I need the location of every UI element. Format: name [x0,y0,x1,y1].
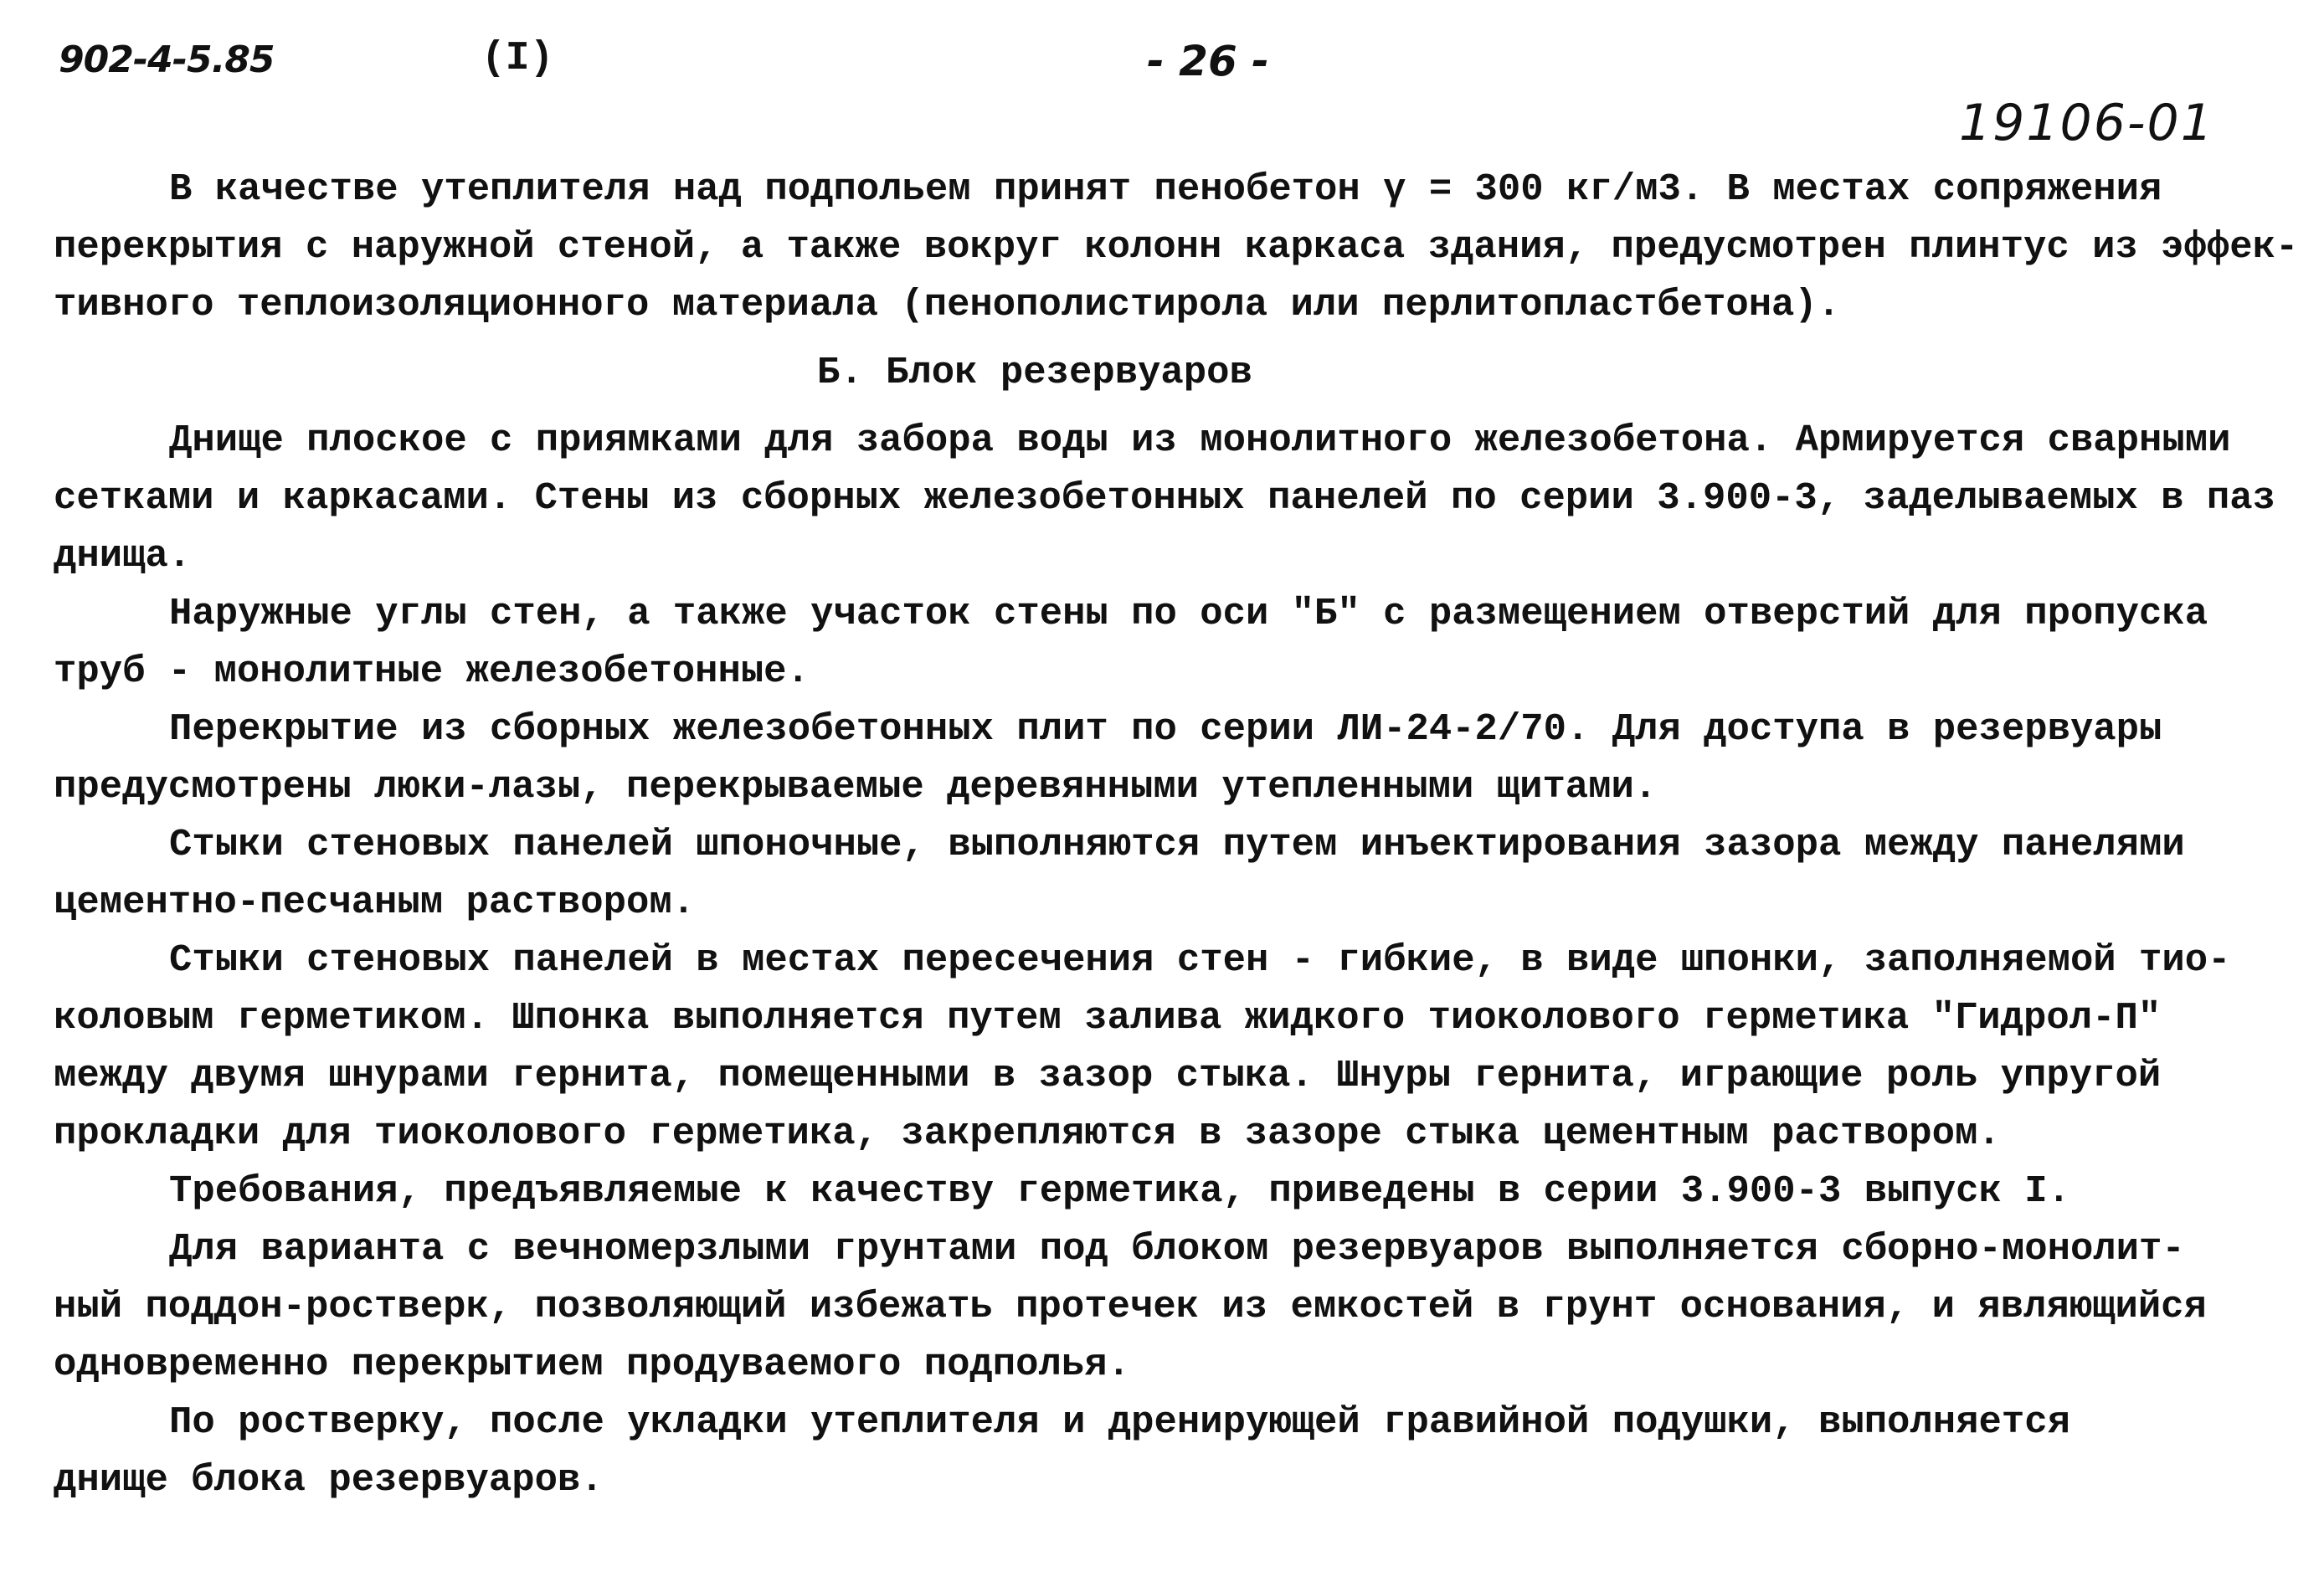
document-code: 902-4-5.85 [59,39,275,81]
text-line: По ростверку, после укладки утеплителя и дренирующей гравийной подушки, выполняется [169,1400,2070,1444]
paragraph-permafrost [54,1220,2306,1394]
text-line: предусмотрены люки-лазы, перекрываемые деревянными утепленными щитами. [54,765,1658,809]
text-line: В качестве утеплителя над подпольем принят пенобетон γ = 300 кг/м3. В местах сопряжения [169,167,2162,211]
text-line: Днище плоское с приямками для забора воды из монолитного железобетона. Армируется сварными [169,419,2231,462]
part-number: (I) [481,36,554,81]
text-line: между двумя шнурами гернита, помещенными в зазор стыка. Шнуры гернита, играющие роль упругой [54,1054,2162,1097]
paragraph-insulation [54,161,2306,334]
text-line: Для варианта с вечномерзлыми грунтами под блоком резервуаров выполняется сборно-монолит- [169,1227,2185,1271]
section-title: Б. Блок резервуаров [817,351,1252,394]
text-line: днища. [54,534,192,578]
text-line: прокладки для тиоколового герметика, закрепляются в зазоре стыка цементным раствором. [54,1112,2001,1155]
text-line: Наружные углы стен, а также участок стены по оси "Б" с размещением отверстий для пропуска [169,592,2208,635]
text-line: Перекрытие из сборных железобетонных плит по серии ЛИ-24-2/70. Для доступа в резервуары [169,707,2162,751]
text-line: перекрытия с наружной стеной, а также вокруг колонн каркаса здания, предусмотрен плинтус из эффек- [54,225,2299,269]
text-line: сетками и каркасами. Стены из сборных железобетонных панелей по серии 3.900-3, заделываемых в паз [54,476,2275,520]
text-line: Стыки стеновых панелей в местах пересечения стен - гибкие, в виде шпонки, заполняемой тио- [169,938,2231,982]
paragraph-corners [54,585,2306,701]
text-line: цементно-песчаным раствором. [54,881,696,924]
text-line: тивного теплоизоляционного материала (пенополистирола или перлитопластбетона). [54,283,1841,326]
text-line: коловым герметиком. Шпонка выполняется путем залива жидкого тиоколового герметика "Гидрол-П" [54,996,2162,1040]
document-body [54,161,2306,1509]
text-line: ный поддон-ростверк, позволяющий избежать протечек из емкостей в грунт основания, и являющийся [54,1285,2207,1328]
text-line: Требования, предъявляемые к качеству герметика, приведены в серии 3.900-3 выпуск I. [169,1169,2070,1213]
text-line: труб - монолитные железобетонные. [54,650,810,693]
paragraph-grillage [54,1394,2306,1509]
paragraph-joints [54,816,2306,932]
paragraph-requirements [54,1163,2306,1220]
page-number: - 26 - [1147,37,1269,85]
paragraph-bottom [54,412,2306,585]
handwritten-stamp: 19106-01 [1959,94,2214,152]
text-line: одновременно перекрытием продуваемого подполья. [54,1343,1130,1386]
text-line: днище блока резервуаров. [54,1458,604,1502]
text-line: Стыки стеновых панелей шпоночные, выполняются путем инъектирования зазора между панелями [169,823,2185,866]
paragraph-flexible-joints [54,932,2306,1163]
paragraph-covering [54,701,2306,816]
